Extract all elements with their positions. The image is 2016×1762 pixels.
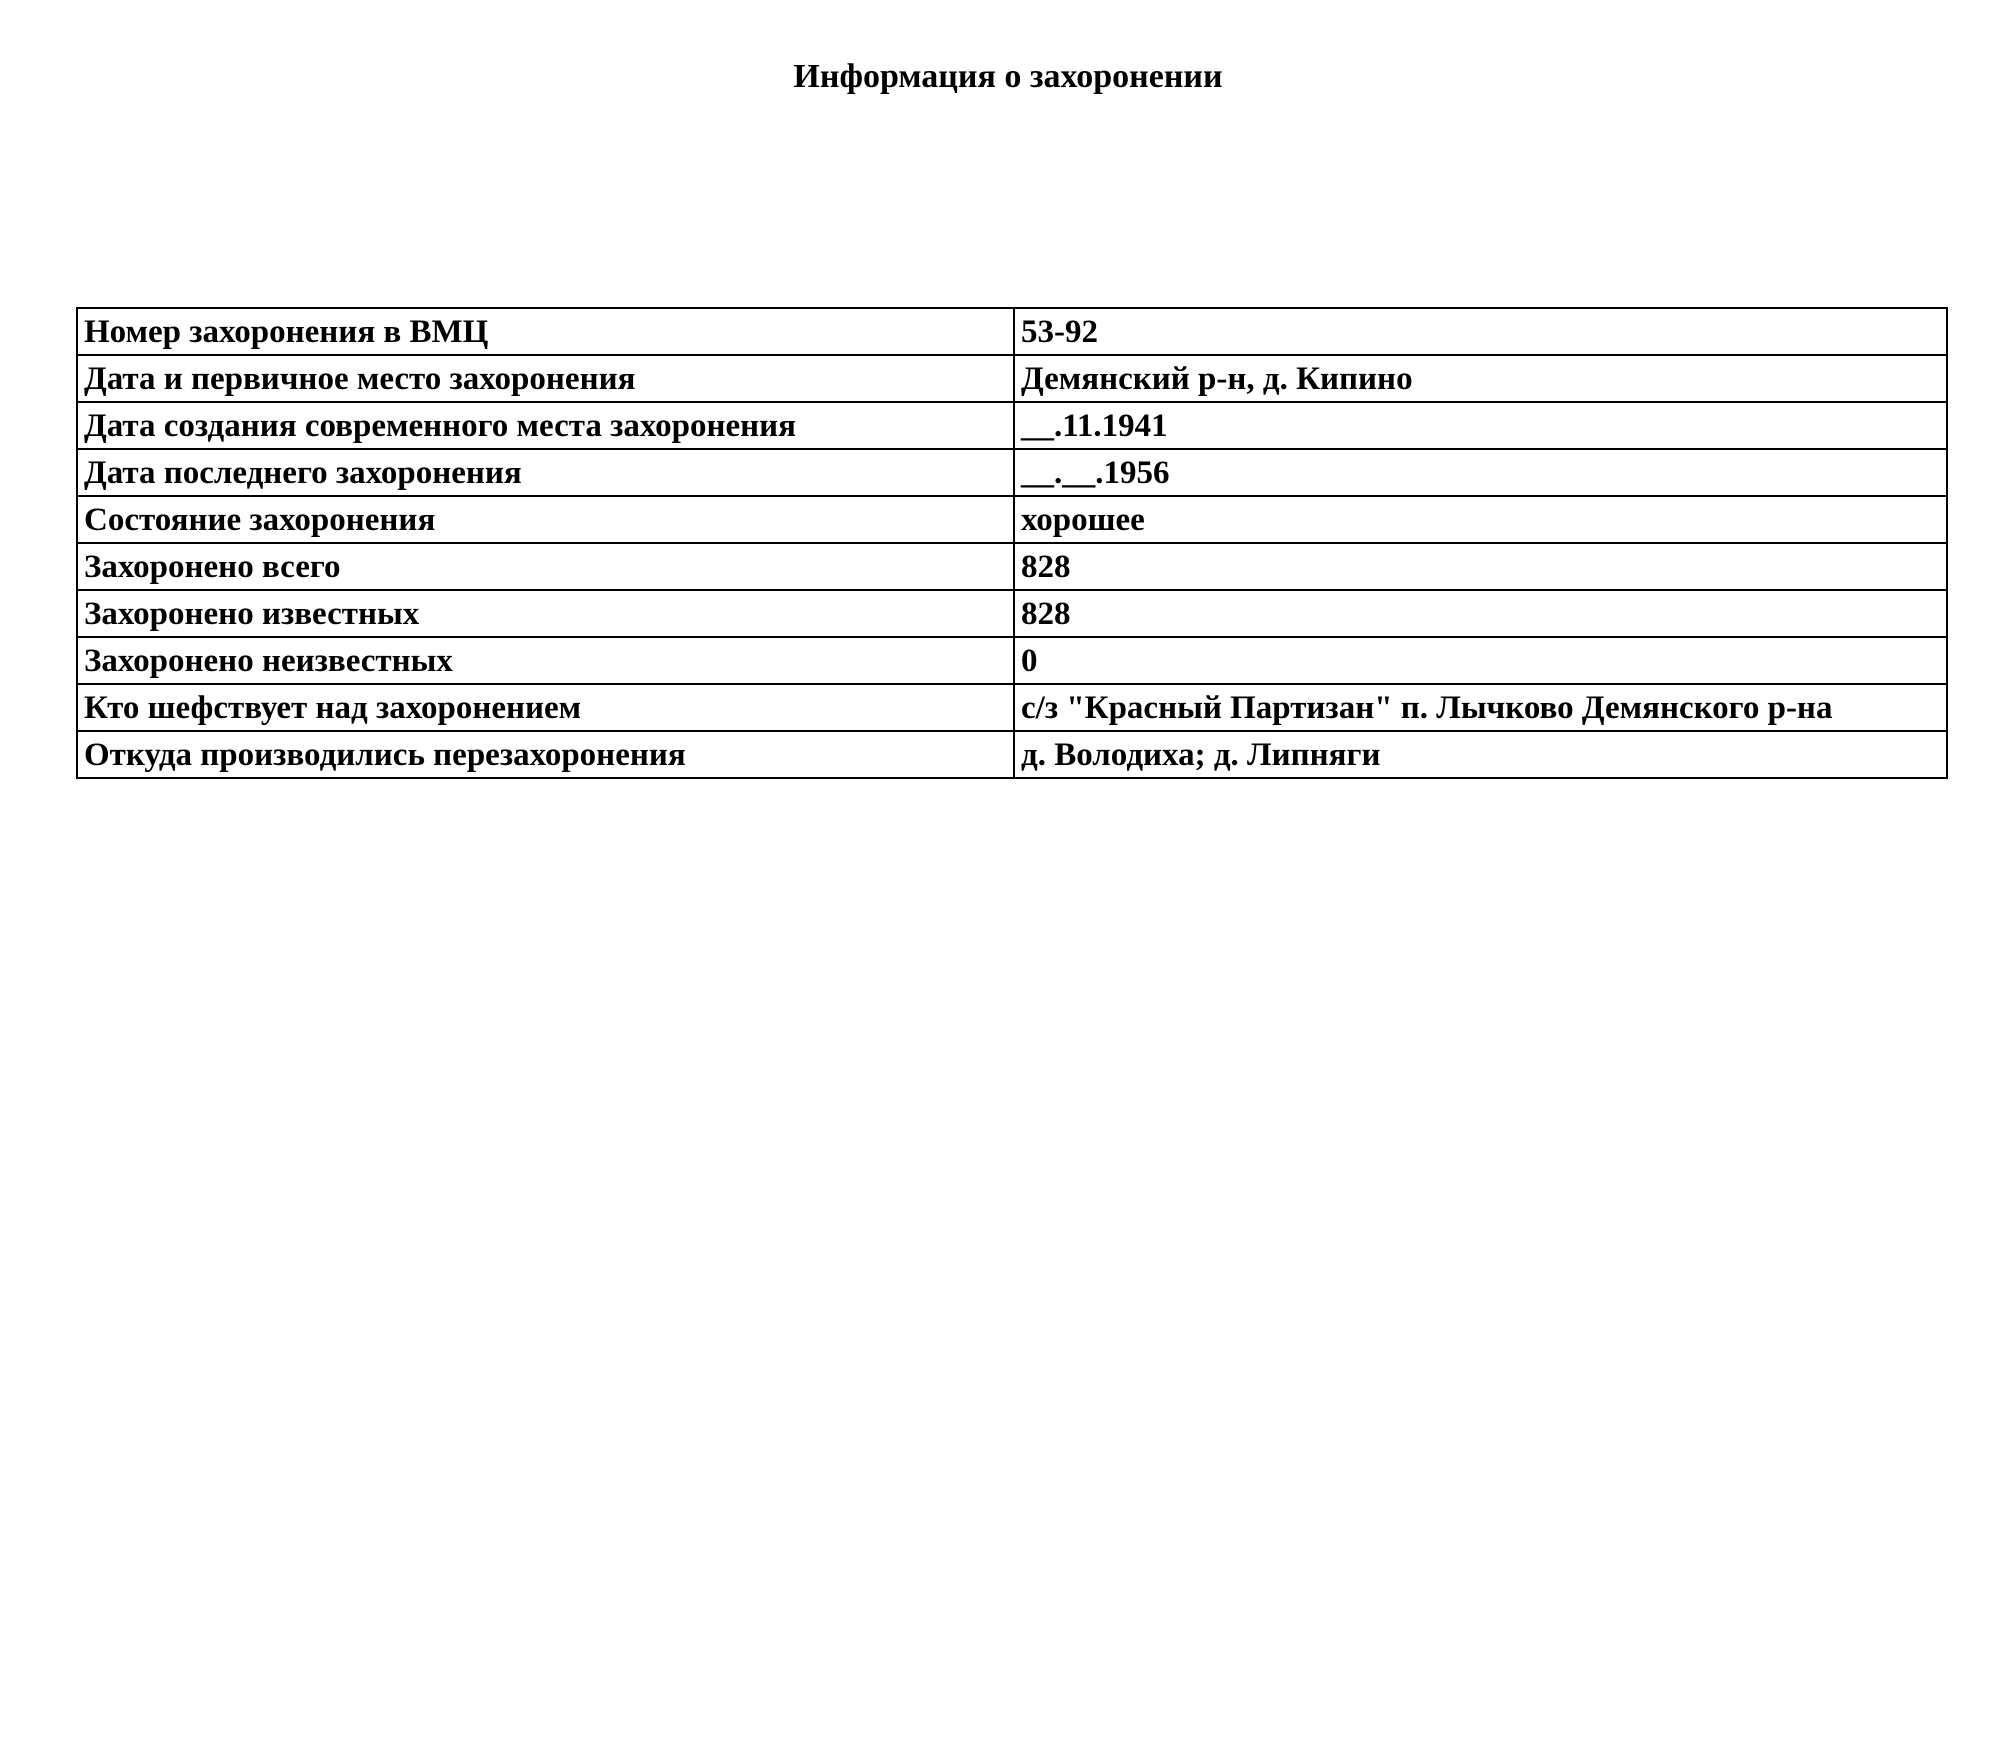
row-label: Дата последнего захоронения [77, 449, 1014, 496]
row-value: хорошее [1014, 496, 1947, 543]
row-label: Захоронено известных [77, 590, 1014, 637]
table-row [77, 496, 1947, 543]
row-label: Номер захоронения в ВМЦ [77, 308, 1014, 355]
row-value: 828 [1014, 543, 1947, 590]
table-row [77, 402, 1947, 449]
table-row [77, 543, 1947, 590]
page-title: Информация о захоронении [793, 58, 1223, 95]
row-label: Откуда производились перезахоронения [77, 731, 1014, 778]
table-row [77, 590, 1947, 637]
row-value: 53-92 [1014, 308, 1947, 355]
table-row [77, 449, 1947, 496]
table-row [77, 684, 1947, 731]
row-value: д. Володиха; д. Липняги [1014, 731, 1947, 778]
row-value: __.11.1941 [1014, 402, 1947, 449]
table-row [77, 308, 1947, 355]
row-value: 0 [1014, 637, 1947, 684]
row-label: Кто шефствует над захоронением [77, 684, 1014, 731]
row-label: Дата создания современного места захоронения [77, 402, 1014, 449]
row-value: Демянский р-н, д. Кипино [1014, 355, 1947, 402]
table-row [77, 355, 1947, 402]
row-label: Состояние захоронения [77, 496, 1014, 543]
row-label: Дата и первичное место захоронения [77, 355, 1014, 402]
row-value: с/з "Красный Партизан" п. Лычково Демянского р-на [1014, 684, 1947, 731]
table-row [77, 637, 1947, 684]
row-value: 828 [1014, 590, 1947, 637]
row-value: __.__.1956 [1014, 449, 1947, 496]
burial-info-table [76, 307, 1948, 779]
table-row [77, 731, 1947, 778]
row-label: Захоронено неизвестных [77, 637, 1014, 684]
row-label: Захоронено всего [77, 543, 1014, 590]
